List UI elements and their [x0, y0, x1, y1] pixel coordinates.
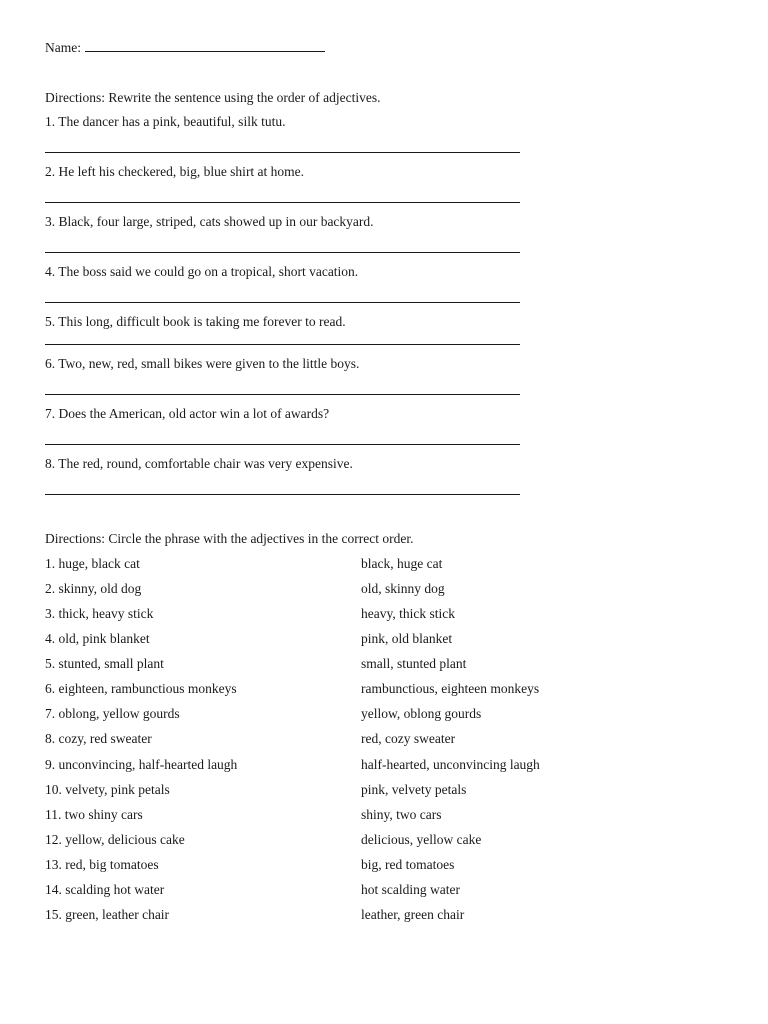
phrase-option-left[interactable]: 10. velvety, pink petals — [45, 782, 170, 797]
answer-line-4[interactable] — [45, 302, 520, 303]
phrase-option-right[interactable]: pink, velvety petals — [361, 782, 467, 797]
phrase-option-left[interactable]: 7. oblong, yellow gourds — [45, 706, 180, 721]
phrase-option-right[interactable]: small, stunted plant — [361, 656, 467, 671]
phrase-option-left[interactable]: 4. old, pink blanket — [45, 631, 150, 646]
phrase-option-right[interactable]: half-hearted, unconvincing laugh — [361, 757, 540, 772]
phrase-option-right[interactable]: heavy, thick stick — [361, 606, 455, 621]
answer-line-5[interactable] — [45, 344, 520, 345]
answer-line-1[interactable] — [45, 152, 520, 153]
rewrite-question-8: 8. The red, round, comfortable chair was very expensive. — [45, 456, 353, 471]
phrase-option-right[interactable]: hot scalding water — [361, 882, 460, 897]
phrase-option-left[interactable]: 8. cozy, red sweater — [45, 731, 152, 746]
phrase-option-right[interactable]: rambunctious, eighteen monkeys — [361, 681, 540, 696]
phrase-option-left[interactable]: 6. eighteen, rambunctious monkeys — [45, 681, 237, 696]
phrase-option-right[interactable]: old, skinny dog — [361, 581, 445, 596]
phrase-option-left[interactable]: 1. huge, black cat — [45, 556, 140, 571]
name-field — [45, 38, 325, 56]
rewrite-question-7: 7. Does the American, old actor win a lot of awards? — [45, 406, 330, 421]
phrase-option-left[interactable]: 3. thick, heavy stick — [45, 606, 154, 621]
name-label: Name: — [45, 40, 81, 55]
phrase-option-left[interactable]: 2. skinny, old dog — [45, 581, 142, 596]
rewrite-question-5: 5. This long, difficult book is taking me forever to read. — [45, 314, 346, 329]
phrase-option-right[interactable]: red, cozy sweater — [361, 731, 456, 746]
phrase-option-left[interactable]: 5. stunted, small plant — [45, 656, 164, 671]
phrase-option-left[interactable]: 14. scalding hot water — [45, 882, 165, 897]
phrase-option-right[interactable]: yellow, oblong gourds — [361, 706, 482, 721]
answer-line-3[interactable] — [45, 252, 520, 253]
phrase-option-right[interactable]: pink, old blanket — [361, 631, 453, 646]
phrase-option-right[interactable]: delicious, yellow cake — [361, 832, 482, 847]
phrase-option-right[interactable]: black, huge cat — [361, 556, 443, 571]
answer-line-6[interactable] — [45, 394, 520, 395]
answer-line-2[interactable] — [45, 202, 520, 203]
name-blank-line[interactable] — [85, 38, 325, 52]
answer-line-8[interactable] — [45, 494, 520, 495]
answer-line-7[interactable] — [45, 444, 520, 445]
rewrite-question-4: 4. The boss said we could go on a tropical, short vacation. — [45, 264, 359, 279]
phrase-option-left[interactable]: 12. yellow, delicious cake — [45, 832, 185, 847]
phrase-option-left[interactable]: 13. red, big tomatoes — [45, 857, 159, 872]
rewrite-question-6: 6. Two, new, red, small bikes were given to the little boys. — [45, 356, 360, 371]
section2-directions: Directions: Circle the phrase with the adjectives in the correct order. — [45, 531, 414, 546]
rewrite-question-2: 2. He left his checkered, big, blue shirt at home. — [45, 164, 305, 179]
phrase-option-right[interactable]: big, red tomatoes — [361, 857, 455, 872]
phrase-option-right[interactable]: shiny, two cars — [361, 807, 442, 822]
phrase-option-left[interactable]: 15. green, leather chair — [45, 907, 170, 922]
phrase-option-right[interactable]: leather, green chair — [361, 907, 465, 922]
phrase-option-left[interactable]: 11. two shiny cars — [45, 807, 143, 822]
rewrite-question-3: 3. Black, four large, striped, cats showed up in our backyard. — [45, 214, 374, 229]
phrase-option-left[interactable]: 9. unconvincing, half-hearted laugh — [45, 757, 238, 772]
section1-directions: Directions: Rewrite the sentence using the order of adjectives. — [45, 90, 381, 105]
rewrite-question-1: 1. The dancer has a pink, beautiful, silk tutu. — [45, 114, 286, 129]
